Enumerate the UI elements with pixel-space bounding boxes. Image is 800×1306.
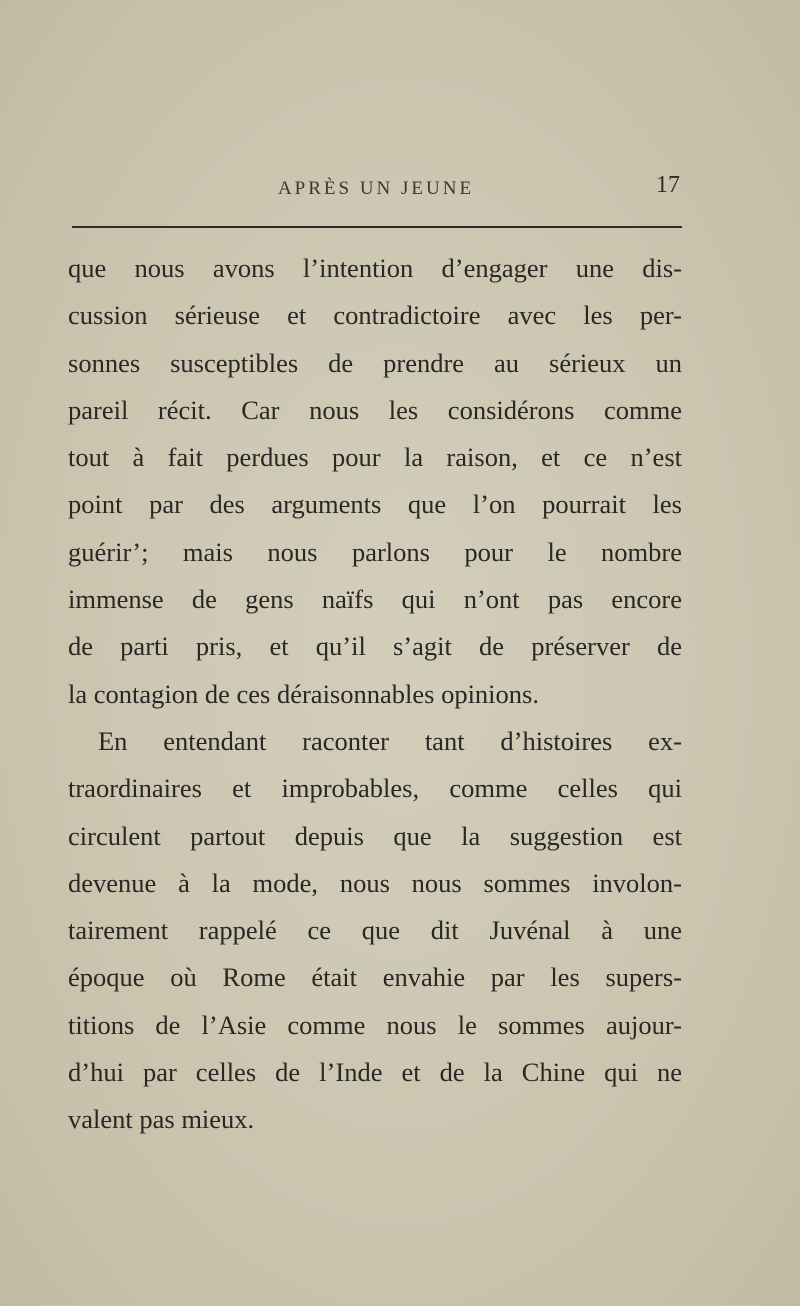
page-number: 17 bbox=[656, 172, 680, 198]
text-line: de parti pris, et qu’il s’agit de préserver de bbox=[68, 631, 682, 662]
text-line: point par des arguments que l’on pourrait les bbox=[68, 489, 682, 520]
text-line: guérir’; mais nous parlons pour le nombre bbox=[68, 536, 682, 567]
page-header bbox=[70, 172, 682, 206]
header-rule bbox=[72, 226, 682, 228]
text-line: traordinaires et improbables, comme celles qui bbox=[68, 773, 682, 804]
text-line: immense de gens naïfs qui n’ont pas encore bbox=[68, 584, 682, 615]
text-line: d’hui par celles de l’Inde et de la Chine qui ne bbox=[68, 1057, 682, 1088]
running-title: APRÈS UN JEUNE bbox=[277, 178, 475, 199]
text-line: la contagion de ces déraisonnables opinions. bbox=[68, 678, 539, 709]
text-line: devenue à la mode, nous nous sommes involon- bbox=[68, 867, 682, 898]
text-line: cussion sérieuse et contradictoire avec les per- bbox=[68, 300, 682, 331]
text-line: valent pas mieux. bbox=[68, 1104, 255, 1135]
text-line: En entendant raconter tant d’histoires ex- bbox=[98, 725, 682, 756]
text-line: que nous avons l’intention d’engager une dis- bbox=[68, 253, 682, 283]
text-line: tairement rappelé ce que dit Juvénal à une bbox=[68, 915, 682, 946]
text-line: sonnes susceptibles de prendre au sérieux un bbox=[68, 347, 682, 378]
text-line: époque où Rome était envahie par les supers- bbox=[68, 962, 682, 993]
body-text bbox=[68, 245, 682, 1144]
text-line: tout à fait perdues pour la raison, et ce n’est bbox=[68, 442, 682, 473]
text-line: pareil récit. Car nous les considérons comme bbox=[68, 394, 682, 425]
text-line: circulent partout depuis que la suggestion est bbox=[68, 820, 682, 851]
text-line: titions de l’Asie comme nous le sommes aujour- bbox=[68, 1009, 682, 1040]
